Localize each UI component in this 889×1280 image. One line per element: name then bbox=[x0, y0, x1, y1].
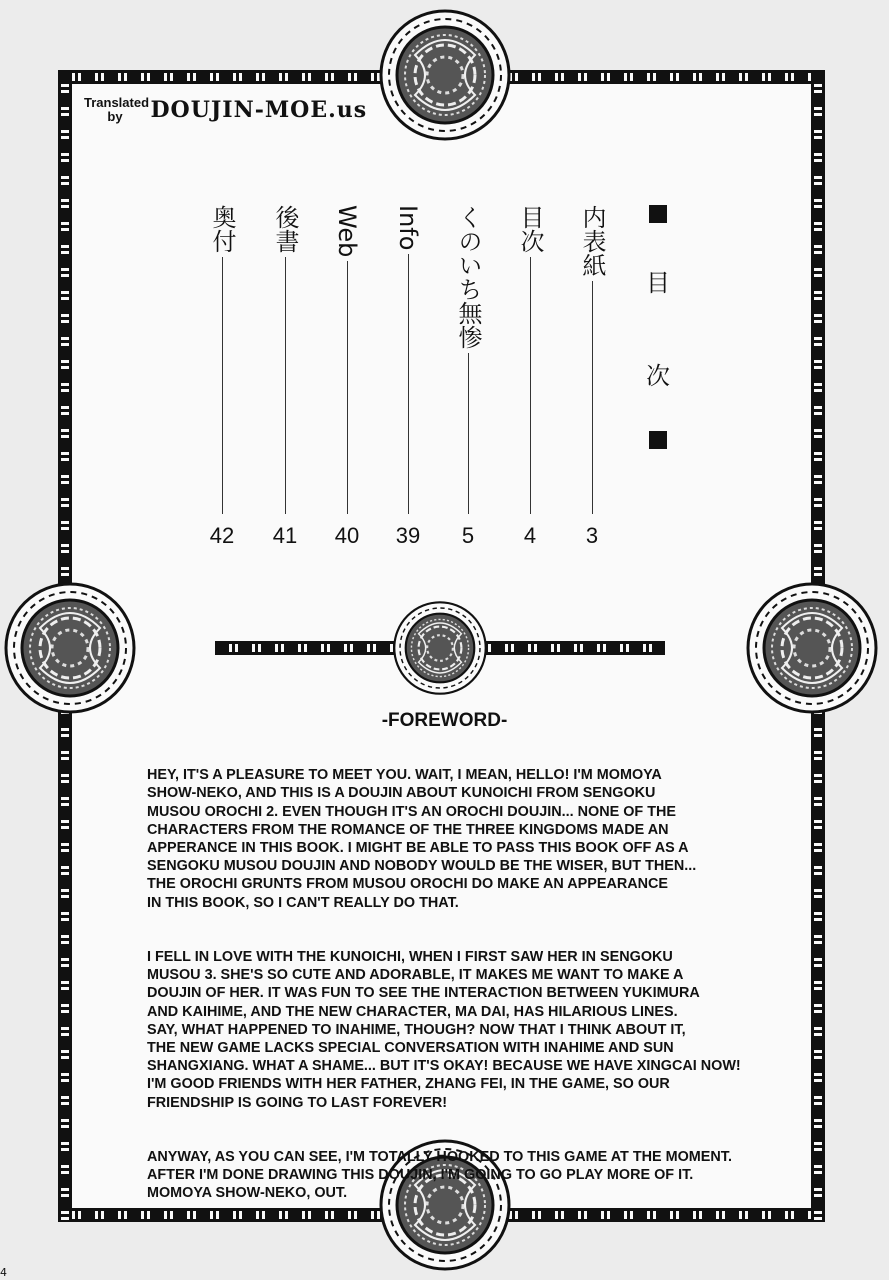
toc-entry-title: くのいち無惨 bbox=[454, 205, 482, 349]
translator-site: DOUJIN-MOE.us bbox=[150, 97, 368, 123]
square-bullet-icon bbox=[649, 431, 667, 449]
foreword-paragraph: HEY, IT'S A PLEASURE TO MEET YOU. WAIT, I MEAN, HELLO! I'M MOMOYA SHOW-NEKO, AND THIS IS A DOUJIN ABOUT KUNOICHI FROM SENGOKU MUSOU OROCHI 2. EVEN THOUGH IT'S AN OROCHI DOUJIN... NONE OF THE CHARACTERS FROM THE ROMANCE OF THE THREE KINGDOMS MADE AN APPERANCE IN THIS BOOK. I MIGHT BE ABLE TO PASS THIS BOOK OFF AS A SENGOKU MUSOU DOUJIN AND NOBODY WOULD BE THE WISER, BUT THEN... THE OROCHI GRUNTS FROM MUSOU OROCHI DO MAKE AN APPEARANCE IN THIS BOOK, SO I CAN'T REALLY DO THAT. bbox=[147, 767, 697, 911]
toc-entry bbox=[572, 205, 612, 548]
toc-entry-page: 41 bbox=[272, 523, 298, 548]
leader-line bbox=[408, 254, 409, 514]
toc-entry-page: 5 bbox=[461, 523, 475, 548]
toc-entry-title: Info bbox=[394, 205, 422, 251]
toc-entry bbox=[265, 205, 305, 548]
leader-line bbox=[592, 281, 593, 514]
toc-entry-page: 40 bbox=[334, 523, 360, 548]
toc-entry bbox=[510, 205, 550, 548]
medallion-center-ornament bbox=[390, 598, 490, 698]
toc-entry-title: 内表紙 bbox=[578, 205, 606, 277]
medallion-left-ornament bbox=[0, 578, 140, 718]
toc-entry-page: 3 bbox=[585, 523, 599, 548]
translated-by-label: Translated by bbox=[84, 95, 150, 124]
toc-entry bbox=[327, 205, 367, 548]
foreword-body bbox=[147, 748, 787, 1239]
foreword-title: -FOREWORD- bbox=[381, 710, 508, 731]
toc-entry-page: 39 bbox=[395, 523, 421, 548]
medallion-top-ornament bbox=[375, 5, 515, 145]
leader-line bbox=[530, 257, 531, 514]
foreword-paragraph: I FELL IN LOVE WITH THE KUNOICHI, WHEN I FIRST SAW HER IN SENGOKU MUSOU 3. SHE'S SO CUTE AND ADORABLE, IT MAKES ME WANT TO MAKE A DOUJIN OF HER. IT WAS FUN TO SEE THE INTERACTION BETWEEN YUKIMURA AND KAIHIME, AND THE NEW CHARACTER, MA DAI, HAS HILARIOUS LINES. SAY, WHAT HAPPENED TO INAHIME, THOUGH? NOW THAT I THINK ABOUT IT, THE NEW GAME LACKS SPECIAL CONVERSATION WITH INAHIME AND SUN SHANGXIANG. WHAT A SHAME... BUT IT'S OKAY! BECAUSE WE HAVE XINGCAI NOW! I'M GOOD FRIENDS WITH HER FATHER, ZHANG FEI, IN THE GAME, SO OUR FRIENDSHIP IS GOING TO LAST FOREVER! bbox=[147, 949, 741, 1111]
medallion-right-ornament bbox=[742, 578, 882, 718]
toc-entry-page: 42 bbox=[209, 523, 235, 548]
toc-entry-title: Web bbox=[333, 205, 361, 258]
foreword-paragraph: ANYWAY, AS YOU CAN SEE, I'M TOTALLY HOOKED TO THIS GAME AT THE MOMENT. AFTER I'M DONE DRAWING THIS DOUJIN, I'M GOING TO GO PLAY MORE OF IT. MOMOYA SHOW-NEKO, OUT. bbox=[147, 1149, 732, 1202]
toc-entry bbox=[388, 205, 428, 548]
translator-credit bbox=[84, 96, 367, 124]
toc-entry-page: 4 bbox=[523, 523, 537, 548]
toc-heading-char: 目 bbox=[646, 269, 670, 297]
toc-entry bbox=[448, 205, 488, 548]
toc-entry-title: 後書 bbox=[271, 205, 299, 253]
page-number: 4 bbox=[0, 1266, 7, 1279]
leader-line bbox=[285, 257, 286, 514]
leader-line bbox=[468, 353, 469, 514]
toc-heading-char: 次 bbox=[646, 362, 670, 390]
leader-line bbox=[347, 261, 348, 514]
toc-heading bbox=[640, 205, 676, 449]
leader-line bbox=[222, 257, 223, 514]
toc-entry-title: 奥付 bbox=[208, 205, 236, 253]
toc-entry bbox=[202, 205, 242, 548]
toc-entry-title: 目次 bbox=[516, 205, 544, 253]
square-bullet-icon bbox=[649, 205, 667, 223]
